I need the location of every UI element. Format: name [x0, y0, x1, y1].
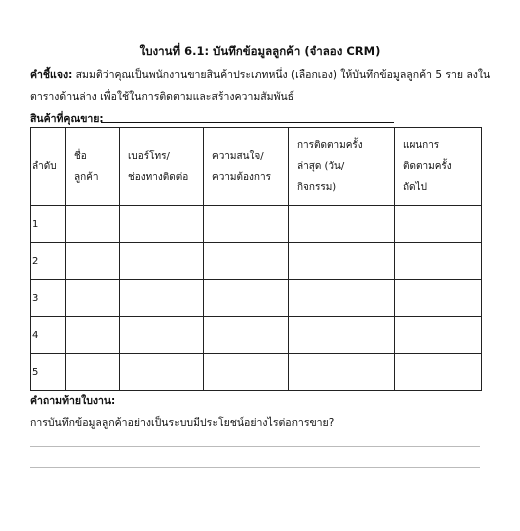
cell-interest[interactable] [204, 243, 289, 280]
cell-contact[interactable] [120, 354, 204, 391]
worksheet-title: ใบงานที่ 6.1: บันทึกข้อมูลลูกค้า (จำลอง CRM) [139, 44, 381, 58]
table-row [31, 206, 482, 243]
question-text: การบันทึกข้อมูลลูกค้าอย่างเป็นระบบมีประโยชน์อย่างไรต่อการขาย? [30, 417, 335, 429]
answer-line-1[interactable] [30, 446, 480, 447]
header-last-followup: การติดตามครั้ง ล่าสุด (วัน/ กิจกรรม) [289, 128, 395, 206]
header-customer-name: ชื่อ ลูกค้า [66, 128, 120, 206]
cell-customer-name[interactable] [66, 354, 120, 391]
customer-table [30, 127, 482, 391]
cell-next-plan[interactable] [395, 280, 482, 317]
cell-interest[interactable] [204, 206, 289, 243]
question-heading: คำถามท้ายใบงาน: [30, 395, 116, 407]
cell-interest[interactable] [204, 280, 289, 317]
cell-contact[interactable] [120, 317, 204, 354]
row-number: 5 [31, 354, 66, 391]
cell-next-plan[interactable] [395, 317, 482, 354]
header-interest: ความสนใจ/ ความต้องการ [204, 128, 289, 206]
cell-customer-name[interactable] [66, 206, 120, 243]
cell-last-followup[interactable] [289, 280, 395, 317]
row-number: 1 [31, 206, 66, 243]
cell-last-followup[interactable] [289, 243, 395, 280]
row-number: 4 [31, 317, 66, 354]
row-number: 2 [31, 243, 66, 280]
cell-customer-name[interactable] [66, 317, 120, 354]
answer-line-2[interactable] [30, 467, 480, 468]
cell-last-followup[interactable] [289, 206, 395, 243]
instruction-text-1: สมมติว่าคุณเป็นพนักงานขายสินค้าประเภทหนึ่ง (เลือกเอง) ให้บันทึกข้อมูลลูกค้า 5 ราย ลงใน [72, 69, 491, 81]
cell-interest[interactable] [204, 317, 289, 354]
header-next-plan: แผนการ ติดตามครั้ง ถัดไป [395, 128, 482, 206]
instruction-line-1 [30, 66, 490, 83]
table-header-row [31, 128, 482, 206]
header-contact: เบอร์โทร/ ช่องทางติดต่อ [120, 128, 204, 206]
product-label: สินค้าที่คุณขาย: [30, 113, 104, 125]
cell-contact[interactable] [120, 206, 204, 243]
table-row [31, 280, 482, 317]
cell-last-followup[interactable] [289, 317, 395, 354]
instruction-label: คำชี้แจง: [30, 69, 73, 81]
row-number: 3 [31, 280, 66, 317]
cell-next-plan[interactable] [395, 354, 482, 391]
header-order: ลำดับ [31, 128, 66, 206]
product-answer-line[interactable] [101, 122, 394, 123]
table-row [31, 317, 482, 354]
table-row [31, 243, 482, 280]
cell-contact[interactable] [120, 280, 204, 317]
cell-customer-name[interactable] [66, 280, 120, 317]
cell-last-followup[interactable] [289, 354, 395, 391]
cell-next-plan[interactable] [395, 243, 482, 280]
table-row [31, 354, 482, 391]
cell-interest[interactable] [204, 354, 289, 391]
cell-next-plan[interactable] [395, 206, 482, 243]
cell-contact[interactable] [120, 243, 204, 280]
instruction-line-2: ตารางด้านล่าง เพื่อใช้ในการติดตามและสร้างความสัมพันธ์ [30, 91, 295, 103]
cell-customer-name[interactable] [66, 243, 120, 280]
